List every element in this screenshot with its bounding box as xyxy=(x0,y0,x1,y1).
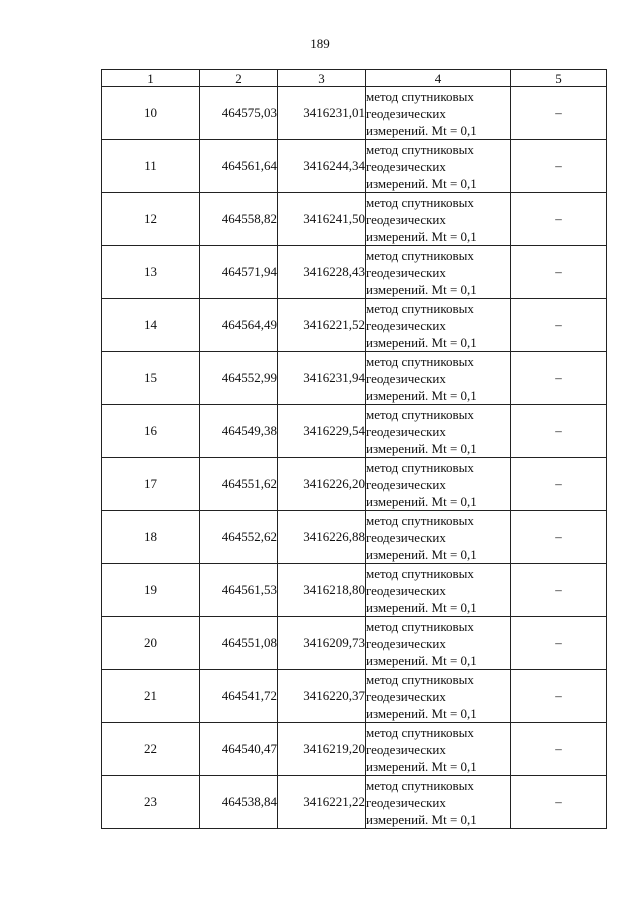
point-number-cell: 13 xyxy=(102,246,200,299)
note-cell: – xyxy=(511,140,607,193)
point-number-cell: 12 xyxy=(102,193,200,246)
table-row xyxy=(102,670,607,723)
y-coordinate-cell: 3416244,34 xyxy=(278,140,366,193)
method-line: геодезических xyxy=(366,688,446,704)
table-row xyxy=(102,458,607,511)
method-line: геодезических xyxy=(366,635,446,651)
note-cell: – xyxy=(511,352,607,405)
method-line: метод спутниковых xyxy=(366,565,474,581)
y-coordinate-cell: 3416226,88 xyxy=(278,511,366,564)
method-cell xyxy=(366,617,511,670)
method-cell xyxy=(366,87,511,140)
method-line: метод спутниковых xyxy=(366,512,474,528)
x-coordinate-cell: 464558,82 xyxy=(200,193,278,246)
method-cell xyxy=(366,405,511,458)
note-cell: – xyxy=(511,617,607,670)
method-line: метод спутниковых xyxy=(366,671,474,687)
method-cell xyxy=(366,776,511,829)
note-cell: – xyxy=(511,246,607,299)
y-coordinate-cell: 3416218,80 xyxy=(278,564,366,617)
y-coordinate-cell: 3416231,01 xyxy=(278,87,366,140)
method-line: измерений. Mt = 0,1 xyxy=(366,334,477,350)
method-line: измерений. Mt = 0,1 xyxy=(366,281,477,297)
table-row xyxy=(102,723,607,776)
method-cell xyxy=(366,564,511,617)
method-line: геодезических xyxy=(366,423,446,439)
method-cell xyxy=(366,299,511,352)
x-coordinate-cell: 464551,62 xyxy=(200,458,278,511)
point-number-cell: 21 xyxy=(102,670,200,723)
table-row xyxy=(102,299,607,352)
table-row xyxy=(102,140,607,193)
method-line: измерений. Mt = 0,1 xyxy=(366,493,477,509)
point-number-cell: 10 xyxy=(102,87,200,140)
table-header xyxy=(102,70,607,87)
table-row xyxy=(102,193,607,246)
method-line: геодезических xyxy=(366,105,446,121)
method-line: измерений. Mt = 0,1 xyxy=(366,811,477,827)
y-coordinate-cell: 3416228,43 xyxy=(278,246,366,299)
method-line: геодезических xyxy=(366,794,446,810)
x-coordinate-cell: 464541,72 xyxy=(200,670,278,723)
method-line: метод спутниковых xyxy=(366,300,474,316)
method-cell xyxy=(366,352,511,405)
point-number-cell: 18 xyxy=(102,511,200,564)
method-line: геодезических xyxy=(366,317,446,333)
note-cell: – xyxy=(511,776,607,829)
method-line: метод спутниковых xyxy=(366,88,474,104)
y-coordinate-cell: 3416241,50 xyxy=(278,193,366,246)
method-line: измерений. Mt = 0,1 xyxy=(366,387,477,403)
point-number-cell: 17 xyxy=(102,458,200,511)
x-coordinate-cell: 464561,53 xyxy=(200,564,278,617)
note-cell: – xyxy=(511,299,607,352)
method-line: метод спутниковых xyxy=(366,247,474,263)
y-coordinate-cell: 3416209,73 xyxy=(278,617,366,670)
point-number-cell: 14 xyxy=(102,299,200,352)
method-line: геодезических xyxy=(366,741,446,757)
note-cell: – xyxy=(511,87,607,140)
method-cell xyxy=(366,511,511,564)
method-line: измерений. Mt = 0,1 xyxy=(366,705,477,721)
method-line: измерений. Mt = 0,1 xyxy=(366,599,477,615)
method-line: метод спутниковых xyxy=(366,459,474,475)
note-cell: – xyxy=(511,670,607,723)
x-coordinate-cell: 464561,64 xyxy=(200,140,278,193)
method-cell xyxy=(366,458,511,511)
y-coordinate-cell: 3416221,52 xyxy=(278,299,366,352)
table-row xyxy=(102,511,607,564)
column-header: 3 xyxy=(278,70,366,87)
method-line: геодезических xyxy=(366,211,446,227)
table-row xyxy=(102,405,607,458)
method-cell xyxy=(366,193,511,246)
table-row xyxy=(102,87,607,140)
method-line: измерений. Mt = 0,1 xyxy=(366,175,477,191)
point-number-cell: 16 xyxy=(102,405,200,458)
x-coordinate-cell: 464552,62 xyxy=(200,511,278,564)
method-line: геодезических xyxy=(366,158,446,174)
note-cell: – xyxy=(511,723,607,776)
note-cell: – xyxy=(511,458,607,511)
method-line: метод спутниковых xyxy=(366,724,474,740)
note-cell: – xyxy=(511,405,607,458)
point-number-cell: 20 xyxy=(102,617,200,670)
method-line: метод спутниковых xyxy=(366,194,474,210)
column-header: 4 xyxy=(366,70,511,87)
method-cell xyxy=(366,140,511,193)
method-line: измерений. Mt = 0,1 xyxy=(366,122,477,138)
method-cell xyxy=(366,670,511,723)
method-line: геодезических xyxy=(366,264,446,280)
y-coordinate-cell: 3416231,94 xyxy=(278,352,366,405)
method-line: метод спутниковых xyxy=(366,618,474,634)
coordinates-table xyxy=(101,69,607,829)
page-number: 189 xyxy=(310,36,330,51)
x-coordinate-cell: 464540,47 xyxy=(200,723,278,776)
column-header: 5 xyxy=(511,70,607,87)
method-line: геодезических xyxy=(366,370,446,386)
method-line: геодезических xyxy=(366,476,446,492)
method-line: метод спутниковых xyxy=(366,141,474,157)
point-number-cell: 15 xyxy=(102,352,200,405)
y-coordinate-cell: 3416221,22 xyxy=(278,776,366,829)
table-row xyxy=(102,564,607,617)
x-coordinate-cell: 464564,49 xyxy=(200,299,278,352)
point-number-cell: 19 xyxy=(102,564,200,617)
y-coordinate-cell: 3416229,54 xyxy=(278,405,366,458)
column-header: 2 xyxy=(200,70,278,87)
method-line: измерений. Mt = 0,1 xyxy=(366,228,477,244)
note-cell: – xyxy=(511,193,607,246)
x-coordinate-cell: 464538,84 xyxy=(200,776,278,829)
point-number-cell: 11 xyxy=(102,140,200,193)
method-line: измерений. Mt = 0,1 xyxy=(366,758,477,774)
y-coordinate-cell: 3416219,20 xyxy=(278,723,366,776)
table-body xyxy=(102,87,607,829)
x-coordinate-cell: 464571,94 xyxy=(200,246,278,299)
table-row xyxy=(102,776,607,829)
method-line: измерений. Mt = 0,1 xyxy=(366,546,477,562)
point-number-cell: 23 xyxy=(102,776,200,829)
method-cell xyxy=(366,723,511,776)
method-cell xyxy=(366,246,511,299)
note-cell: – xyxy=(511,511,607,564)
y-coordinate-cell: 3416220,37 xyxy=(278,670,366,723)
point-number-cell: 22 xyxy=(102,723,200,776)
table-row xyxy=(102,246,607,299)
method-line: измерений. Mt = 0,1 xyxy=(366,440,477,456)
table-row xyxy=(102,352,607,405)
x-coordinate-cell: 464552,99 xyxy=(200,352,278,405)
x-coordinate-cell: 464549,38 xyxy=(200,405,278,458)
x-coordinate-cell: 464575,03 xyxy=(200,87,278,140)
method-line: геодезических xyxy=(366,529,446,545)
header-row xyxy=(102,70,607,87)
y-coordinate-cell: 3416226,20 xyxy=(278,458,366,511)
method-line: метод спутниковых xyxy=(366,777,474,793)
method-line: геодезических xyxy=(366,582,446,598)
table-row xyxy=(102,617,607,670)
method-line: измерений. Mt = 0,1 xyxy=(366,652,477,668)
note-cell: – xyxy=(511,564,607,617)
x-coordinate-cell: 464551,08 xyxy=(200,617,278,670)
method-line: метод спутниковых xyxy=(366,406,474,422)
column-header: 1 xyxy=(102,70,200,87)
method-line: метод спутниковых xyxy=(366,353,474,369)
